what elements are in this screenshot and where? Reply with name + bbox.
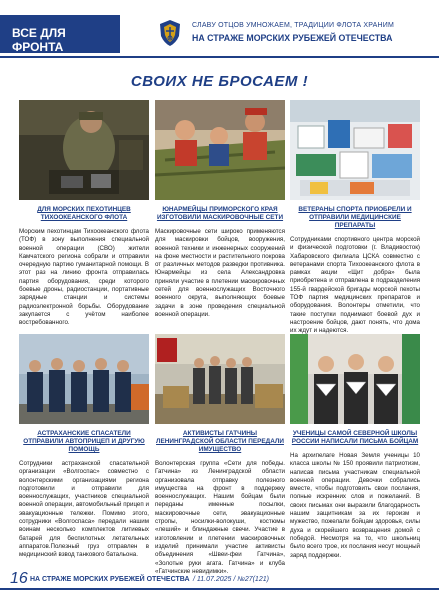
article-headline: АСТРАХАНСКИЕ СПАСАТЕЛИ ОТПРАВИЛИ АВТОПРИЦЕП И ДРУГУЮ ПОМОЩЬ [23, 430, 145, 453]
page-title: СВОИХ НЕ БРОСАЕМ ! [130, 73, 309, 90]
article-headline: ДЛЯ МОРСКИХ ПЕХОТИНЦЕВ ТИХООКЕАНСКОГО ФЛОТА [37, 206, 131, 221]
article-yunarmiya [155, 206, 285, 319]
footer-divider [0, 588, 439, 590]
page-footer [0, 570, 439, 600]
issue-info: / 11.07.2025 / №27(121) [193, 576, 269, 583]
article-headline: ЮНАРМЕЙЦЫ ПРИМОРСКОГО КРАЯ ИЗГОТОВИЛИ МАСКИРОВОЧНЫЕ СЕТИ [156, 206, 284, 221]
page-number: 16 [10, 570, 28, 587]
section-tab [0, 15, 120, 53]
photo-medical-supplies [290, 100, 420, 200]
article-novaya-zemlya [290, 430, 420, 560]
article-marines [19, 206, 149, 328]
photo-rescuers [19, 334, 149, 424]
article-body: Маскировочные сети широко применяются для маскировки бойцов, вооружения, военной техники и инженерных сооружений на фоне местности и растительного покрова от различных методов разведки противника. Юнармейцы из села Александровка приняли участие в плетении маскировочных сетей для военнослужащих Восточного военного округа, выполняющих боевые задачи в зоне проведения специальной военной операции. [155, 228, 285, 318]
photo-gatchina-activists [155, 334, 285, 424]
article-gatchina [155, 430, 285, 576]
article-body: На архипелаге Новая Земля ученицы 10 класса школы № 150 проявили патриотизм, написав письма участникам специальной военной операции. Девочки собрались вместе, чтобы подготовить свои послания, полные искренних слов и пожеланий. В своих письмах они выразили благодарность нашим защитникам за их героизм и мужество, пожелали бойцам здоровья, силы духа и скорейшего возвращения домой с победой. Несмотря на то, что школьниц было всего трое, их послания несут мощный заряд поддержки. [290, 452, 420, 559]
article-veterans [290, 206, 420, 336]
article-body: Сотрудники астраханской спасательной организации «Волгоспас» совместно с волонтерскими организациями региона подготовили и отправили для военнослужащих, участников специальной военной операции, автомобильный прицеп и эвакуационные тележки. Помимо этого, сотрудники «Волгоспаса» передали нашим воинам несколько комплектов литиевых батарей для беспилотных летательных аппаратов.Полезный груз отправлен в медицинский взвод танкового батальона. [19, 460, 149, 559]
footer-newspaper-name: НА СТРАЖЕ МОРСКИХ РУБЕЖЕЙ ОТЕЧЕСТВА [30, 576, 190, 583]
article-astrakhan [19, 430, 149, 560]
photo-schoolgirls-letters [290, 334, 420, 424]
article-headline: УЧЕНИЦЫ САМОЙ СЕВЕРНОЙ ШКОЛЫ РОССИИ НАПИСАЛИ ПИСЬМА БОЙЦАМ [291, 430, 419, 445]
article-headline: АКТИВИСТЫ ГАТЧИНЫ ЛЕНИНГРАДСКОЙ ОБЛАСТИ ПЕРЕДАЛИ ИМУЩЕСТВО [156, 430, 284, 453]
page-header [0, 0, 439, 70]
slogan: СЛАВУ ОТЦОВ УМНОЖАЕМ, ТРАДИЦИИ ФЛОТА ХРАНИМ [192, 22, 395, 29]
article-body: Морским пехотинцам Тихоокеанского флота (ТОФ) в зону выполнения специальной военной операции (СВО) жители Камчатского региона собрали и отправили очередную партию гуманитарной помощи. В этот раз на линию фронта отправилась партия оборудования, среди которого боевые дроны, радиостанции, портативные зарядные станции и системы радиоэлектронной борьбы. Оборудование закупается с учётом наиболее востребованного. [19, 228, 149, 327]
article-headline: ВЕТЕРАНЫ СПОРТА ПРИОБРЕЛИ И ОТПРАВИЛИ МЕДИЦИНСКИЕ ПРЕПАРАТЫ [298, 206, 412, 229]
article-body: Волонтерская группа «Сети для победы. Гатчина» из Ленинградской области организовала отправку полезного имущества на фронт в поддержку военнослужащих. Нашим бойцам были переданы именные посылки, маскировочные сети, эвакуационные стропы, носилки-волокуши, костюмы «леший» и блиндажные свечи. Участие в изготовлении и плетении маскировочных изделий принимали участие активисты объединения «Швеи-феи Гатчина», «Золотые руки агата. Гатчина» и клуба «Гатчинские невидимки». [155, 460, 285, 575]
article-body: Сотрудниками спортивного центра морской и физической подготовки (г. Владивосток) Хабаровского филиала ЦСКА совместно с ветеранами спорта Тихоокеанского флота в рамках акции «Щит добра» была приобретена и отправлена в подразделения 155-й гвардейской бригады морской пехоты ТОФ партия медицинских препаратов и оборудования. Волонтеры отметили, что такие поступки поднимают боевой дух и настроение бойцов, дают понять, что дома их ждут и надеются. [290, 236, 420, 335]
section-label: ВСЕ ДЛЯ ФРОНТА [12, 26, 66, 54]
header-divider [0, 56, 439, 58]
newspaper-name: НА СТРАЖЕ МОРСКИХ РУБЕЖЕЙ ОТЕЧЕСТВА [192, 33, 393, 43]
navy-emblem-icon [158, 19, 182, 47]
photo-marines-equipment [19, 100, 149, 200]
photo-camouflage-nets [155, 100, 285, 200]
